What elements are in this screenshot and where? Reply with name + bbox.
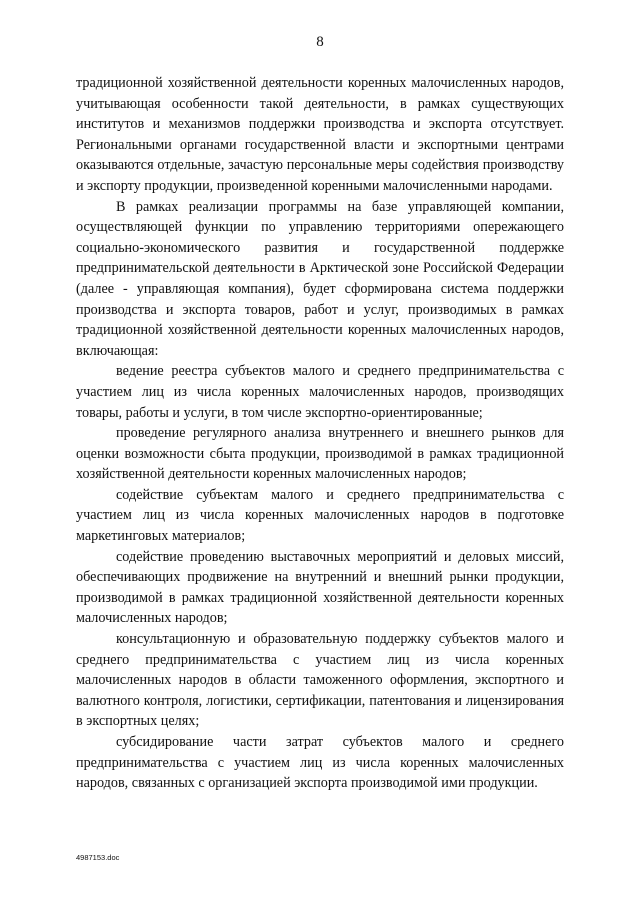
list-item-exhibitions: содействие проведению выставочных мероприятий и деловых миссий, обеспечивающих продвижение на внутренний и внешний рынки продукции, производимой в рамках традиционной хозяйственной деятельности коренных малочисленных народов; <box>76 548 564 627</box>
list-item-subsidies: субсидирование части затрат субъектов малого и среднего предпринимательства с участием лиц из числа коренных малочисленных народов, связанных с организацией экспорта производимой ими продукции. <box>76 734 564 792</box>
list-item-marketing-materials: содействие субъектам малого и среднего предпринимательства с участием лиц из числа коренных малочисленных народов в подготовке маркетинговых материалов; <box>76 486 564 545</box>
list-item-consulting: консультационную и образовательную поддержку субъектов малого и среднего предпринимательства с участием лиц из числа коренных малочисленных народов в области таможенного оформления, экспортного и валютного контроля, логистики, сертификации, патентования и лицензирования в экспортных целях; <box>76 631 564 730</box>
page-number: 8 <box>316 34 324 50</box>
footer-filename: 4987153.doc <box>76 853 120 862</box>
paragraph-continuation: традиционной хозяйственной деятельности коренных малочисленных народов, учитывающая особенности такой деятельности, в рамках существующих институтов и механизмов поддержки производства и экспорта отсутствует. Региональными органами государственной власти и экспортными центрами оказываются отдельные, зачастую персональные меры содействия производству и экспорту продукции, произведенной коренными малочисленными народами. <box>76 75 564 194</box>
list-item-market-analysis: проведение регулярного анализа внутреннего и внешнего рынков для оценки возможности сбыта продукции, производимой в рамках традиционной хозяйственной деятельности коренных малочисленных народов; <box>76 425 564 483</box>
paragraph-program-intro: В рамках реализации программы на базе управляющей компании, осуществляющей функции по управлению территориями опережающего социально-экономического развития и государственной поддержке предпринимательской деятельности в Арктической зоне Российской Федерации (далее - управляющая компания), будет сформирована система поддержки производства и экспорта товаров, работ и услуг, производимых в рамках традиционной хозяйственной деятельности коренных малочисленных народов, включающая: <box>76 198 564 359</box>
list-item-registry: ведение реестра субъектов малого и среднего предпринимательства с участием лиц из числа коренных малочисленных народов, производящих товары, работы и услуги, в том числе экспортно-ориентированные; <box>76 363 564 421</box>
document-body <box>76 73 564 794</box>
